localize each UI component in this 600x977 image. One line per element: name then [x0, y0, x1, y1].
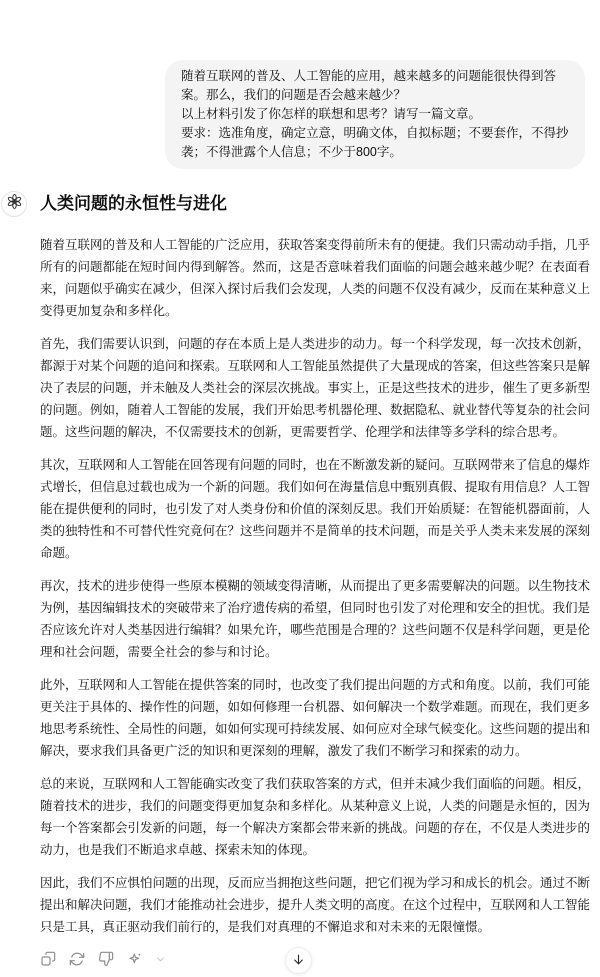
copy-button[interactable] — [37, 948, 59, 970]
essay-paragraph: 再次，技术的进步使得一些原本模糊的领域变得清晰，从而提出了更多需要解决的问题。以生物技术为例，基因编辑技术的突破带来了治疗遗传病的希望，但同时也引发了对伦理和安全的担忧。我们是否应该允许对人类基因进行编辑？如果允许，哪些范围是合理的？这些问题不仅是科学问题，更是伦理和社会问题，需要全社会的参与和讨论。 — [40, 579, 591, 659]
thumbs-down-icon — [98, 951, 114, 967]
essay-paragraph: 总的来说，互联网和人工智能确实改变了我们获取答案的方式，但并未减少我们面临的问题。相反，随着技术的进步，我们的问题变得更加复杂和多样化。从某种意义上说，人类的问题是永恒的，因为每一个答案都会引发新的问题，每一个解决方案都会带来新的挑战。问题的存在，不仅是人类进步的动力，也是我们不断追求卓越、探索未知的体现。 — [40, 777, 591, 857]
scroll-to-bottom-button[interactable] — [285, 947, 312, 974]
user-message-line: 以上材料引发了你怎样的联想和思考？请写一篇文章。 — [181, 107, 482, 121]
essay-paragraph: 因此，我们不应惧怕问题的出现，反而应当拥抱这些问题，把它们视为学习和成长的机会。通过不断提出和解决问题，我们才能推动社会进步，提升人类文明的高度。在这个过程中，互联网和人工智能只是工具，真正驱动我们前行的，是我们对真理的不懈追求和对未来的无限憧憬。 — [40, 876, 591, 934]
chevron-down-icon[interactable] — [149, 948, 171, 970]
model-switch-button[interactable] — [124, 948, 146, 970]
arrow-down-icon — [292, 953, 305, 969]
regenerate-icon — [69, 951, 85, 967]
essay-title: 人类问题的永恒性与进化 — [40, 194, 227, 213]
user-message-row — [0, 0, 600, 169]
user-message-line: 要求：选准角度，确定立意，明确文体，自拟标题；不要套作，不得抄袭；不得泄露个人信息；不少于800字。 — [181, 126, 569, 159]
assistant-message — [40, 191, 593, 970]
copy-icon — [40, 951, 56, 967]
user-message-line: 随着互联网的普及、人工智能的应用，越来越多的问题能很快得到答案。那么，我们的问题是否会越来越少？ — [181, 69, 557, 102]
assistant-avatar — [1, 191, 27, 217]
message-action-toolbar — [37, 948, 593, 970]
openai-logo-icon — [6, 193, 23, 215]
thumbs-down-button[interactable] — [95, 948, 117, 970]
essay-paragraph: 首先，我们需要认识到，问题的存在本质上是人类进步的动力。每一个科学发现，每一次技术创新，都源于对某个问题的追问和探索。互联网和人工智能虽然提供了大量现成的答案，但这些答案只是解决了表层的问题，并未触及人类社会的深层次挑战。事实上，正是这些技术的进步，催生了更多新型的问题。例如，随着人工智能的发展，我们开始思考机器伦理、数据隐私、就业替代等复杂的社会问题。这些问题的解决，不仅需要技术的创新，更需要哲学、伦理学和法律等多学科的综合思考。 — [40, 337, 591, 439]
sparkle-icon — [127, 951, 143, 967]
user-message-bubble — [165, 60, 585, 169]
essay-paragraph: 随着互联网的普及和人工智能的广泛应用，获取答案变得前所未有的便捷。我们只需动动手指，几乎所有的问题都能在短时间内得到解答。然而，这是否意味着我们面临的问题会越来越少呢？在表面看来，问题似乎确实在减少，但深入探讨后我们会发现，人类的问题不仅没有减少，反而在某种意义上变得更加复杂和多样化。 — [40, 238, 591, 318]
regenerate-button[interactable] — [66, 948, 88, 970]
essay-paragraph: 此外，互联网和人工智能在提供答案的同时，也改变了我们提出问题的方式和角度。以前，我们可能更关注于具体的、操作性的问题，如如何修理一台机器、如何解决一个数学难题。而现在，我们更多地思考系统性、全局性的问题，如如何实现可持续发展、如何应对全球气候变化。这些问题的提出和解决，要求我们具备更广泛的知识和更深刻的理解，激发了我们不断学习和探索的动力。 — [40, 678, 591, 758]
essay-paragraph: 其次，互联网和人工智能在回答现有问题的同时，也在不断激发新的疑问。互联网带来了信息的爆炸式增长，但信息过载也成为一个新的问题。我们如何在海量信息中甄别真假、提取有用信息？人工智能在提供便利的同时，也引发了对人类身份和价值的深刻反思。我们开始质疑：在智能机器面前，人类的独特性和不可替代性究竟何在？这些问题并不是简单的技术问题，而是关乎人类未来发展的深刻命题。 — [40, 458, 591, 560]
